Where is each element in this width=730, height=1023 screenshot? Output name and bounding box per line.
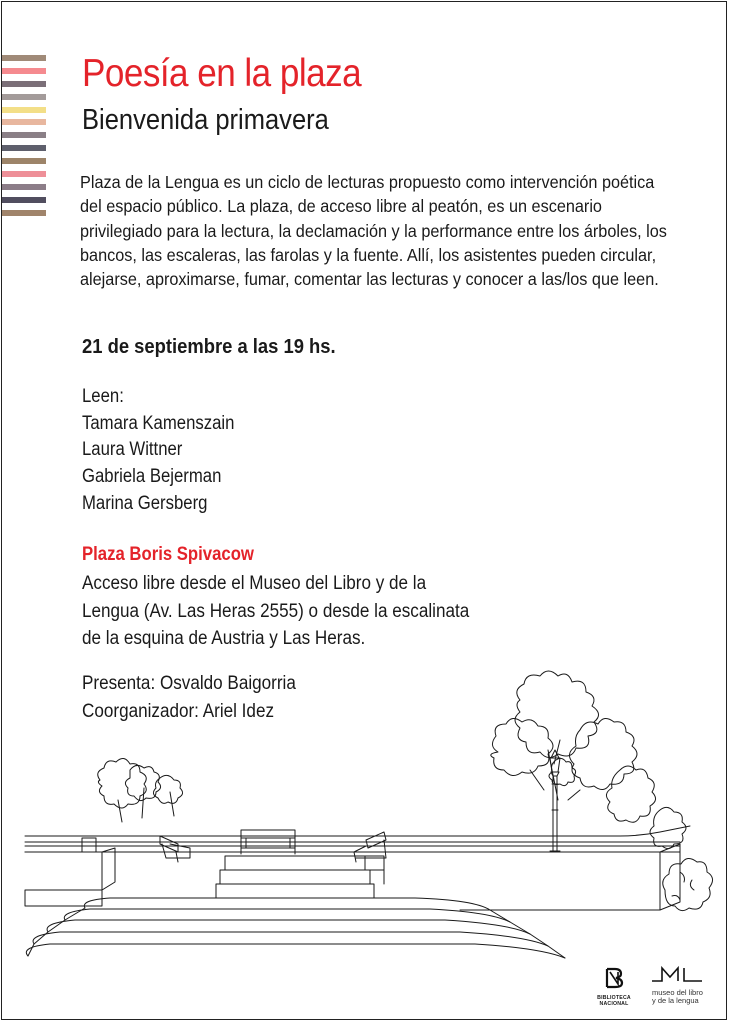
color-stripe — [2, 184, 46, 190]
intro-line: Plaza de la Lengua es un ciclo de lecturas propuesto como intervención poética — [80, 172, 655, 192]
intro-line: privilegiado para la lectura, la declamación y la performance entre los árboles, los — [80, 220, 667, 241]
color-stripe — [2, 145, 46, 151]
venue-description — [82, 570, 512, 653]
logo-caption: y de la lengua — [652, 996, 699, 1005]
color-stripe — [2, 68, 46, 74]
ml-emblem-icon — [650, 966, 706, 984]
page-title: Poesía en la plaza — [82, 52, 362, 95]
bn-emblem-icon — [602, 966, 626, 990]
presenter-credit: Presenta: Osvaldo Baigorria — [82, 673, 296, 694]
logo-caption: museo del libro — [652, 988, 703, 997]
color-stripe — [2, 107, 46, 113]
intro-line: alejarse, aproximarse, fumar, comentar las lecturas y conocer a las/los que leen. — [80, 269, 659, 290]
logo-caption: BIBLIOTECA — [597, 995, 631, 1001]
intro-paragraph — [80, 170, 682, 291]
intro-line: bancos, las escaleras, las farolas y la fuente. Allí, los asistentes pueden circular, — [80, 244, 657, 265]
color-stripe — [2, 81, 46, 87]
biblioteca-nacional-logo — [594, 966, 634, 1007]
color-stripe — [2, 119, 46, 125]
venue-line: de la esquina de Austria y Las Heras. — [82, 628, 366, 649]
page-subtitle: Bienvenida primavera — [82, 104, 329, 136]
intro-line: del espacio público. La plaza, de acceso libre al peatón, es un escenario — [80, 196, 602, 217]
color-stripe — [2, 171, 46, 177]
left-trees-illustration — [98, 758, 183, 822]
color-stripes — [2, 55, 46, 223]
shrub-illustration — [663, 858, 713, 910]
color-stripe — [2, 55, 46, 61]
reader-name: Gabriela Bejerman — [82, 466, 222, 488]
bench-left-illustration — [160, 836, 190, 862]
color-stripe — [2, 94, 46, 100]
stairs-illustration — [26, 856, 565, 958]
venue-line: Lengua (Av. Las Heras 2555) o desde la escalinata — [82, 600, 470, 622]
logo-caption: NACIONAL — [599, 1001, 629, 1007]
venue-line: Acceso libre desde el Museo del Libro y de la — [82, 573, 427, 594]
reader-name: Tamara Kamenszain — [82, 412, 235, 434]
tree-illustration — [491, 671, 686, 849]
event-date: 21 de septiembre a las 19 hs. — [82, 336, 336, 358]
color-stripe — [2, 158, 46, 164]
coorganizer-credit: Coorganizador: Ariel Idez — [82, 700, 275, 722]
color-stripe — [2, 210, 46, 216]
reader-name: Marina Gersberg — [82, 492, 208, 514]
readers-list — [82, 384, 255, 518]
readers-label: Leen: — [82, 386, 124, 407]
plaza-illustration — [20, 660, 720, 965]
museo-del-libro-logo — [650, 966, 710, 1005]
color-stripe — [2, 132, 46, 138]
color-stripe — [2, 197, 46, 203]
reader-name: Laura Wittner — [82, 439, 183, 461]
venue-name: Plaza Boris Spivacow — [82, 544, 254, 565]
